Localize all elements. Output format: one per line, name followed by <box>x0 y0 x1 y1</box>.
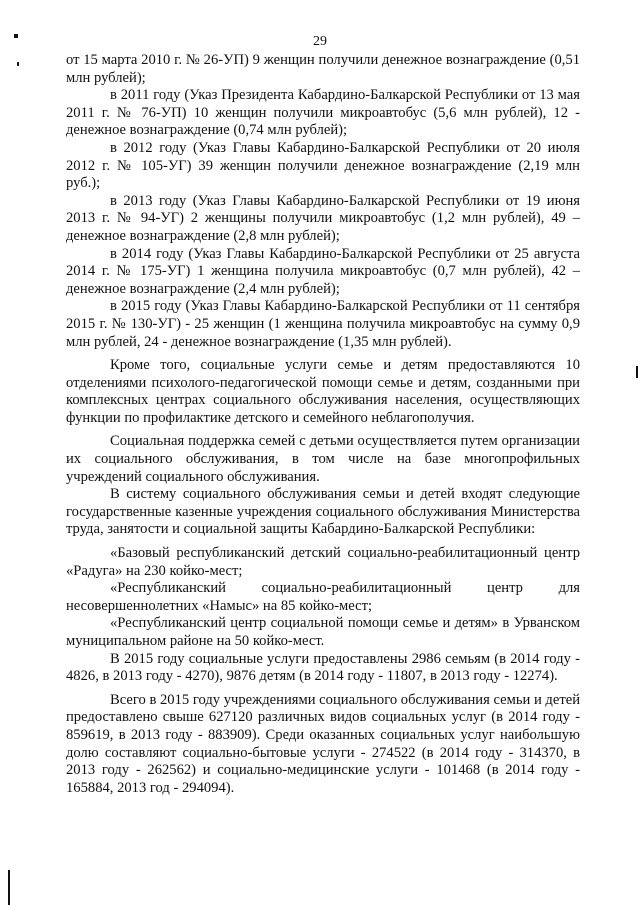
document-body <box>66 52 580 797</box>
scan-artifact-tick <box>17 62 19 66</box>
paragraph-2015-award: в 2015 году (Указ Главы Кабардино-Балкарской Республики от 11 сентября 2015 г. № 130-УГ) - 25 женщин (1 женщина получила микроавтобус на сумму 0,9 млн рублей, 24 - денежное вознаграждение (1,35 млн рублей). <box>66 298 580 350</box>
paragraph-psychological-help: Кроме того, социальные услуги семье и детям предоставляются 10 отделениями психолого-педагогической помощи семье и детям, созданными при комплексных центрах социального обслуживания населения, осуществляющих функции по профилактике детского и семейного неблагополучия. <box>66 357 580 426</box>
paragraph-social-support: Социальная поддержка семей с детьми осуществляется путем организации их социального обслуживания, в том числе на базе многопрофильных учреждений социального обслуживания. <box>66 433 580 485</box>
paragraph-2012-award: в 2012 году (Указ Главы Кабардино-Балкарской Республики от 20 июля 2012 г. № 105-УГ) 39 женщин получили денежное вознаграждение (2,19 млн руб.); <box>66 139 580 192</box>
page-number: 29 <box>313 34 327 49</box>
paragraph-2013-award: в 2013 году (Указ Главы Кабардино-Балкарской Республики от 19 июня 2013 г. № 94-УГ) 2 женщины получили микроавтобус (1,2 млн рублей), 49 – денежное вознаграждение (2,8 млн рублей); <box>66 192 580 244</box>
paragraph-2015-services-families: В 2015 году социальные услуги предоставлены 2986 семьям (в 2014 году - 4826, в 2013 году - 4270), 9876 детям (в 2014 году - 11807, в 2013 году - 12274). <box>66 650 580 685</box>
paragraph-2014-award: в 2014 году (Указ Главы Кабардино-Балкарской Республики от 25 августа 2014 г. № 175-УГ) 1 женщина получила микроавтобус (0,7 млн рублей), 42 – денежное вознаграждение (2,4 млн рублей); <box>66 245 580 297</box>
paragraph-2011-award: в 2011 году (Указ Президента Кабардино-Балкарской Республики от 13 мая 2011 г. № 76-УП) 10 женщин получили микроавтобус (5,6 млн рублей), 12 - денежное вознаграждение (0,74 млн рублей); <box>66 87 580 139</box>
list-item-raduga-center: «Базовый республиканский детский социально-реабилитационный центр «Радуга» на 230 койко-мест; <box>66 545 580 579</box>
paragraph-institutions-intro: В систему социального обслуживания семьи и детей входят следующие государственные казенные учреждения социального обслуживания Министерства труда, занятости и социальной защиты Кабардино-Балкарской Республики: <box>66 486 580 538</box>
scan-artifact-tick <box>636 366 638 378</box>
paragraph-total-services: Всего в 2015 году учреждениями социального обслуживания семьи и детей предоставлено свыше 627120 различных видов социальных услуг (в 2014 году - 859619, в 2013 году - 883909). Среди оказанных социальных услуг наибольшую долю составляют социально-бытовые услуги - 274522 (в 2014 году - 314370, в 2013 году - 262562) и социально-медицинские услуги - 101468 (в 2014 году - 165884, 2013 год - 294094). <box>66 691 580 796</box>
scan-artifact-line <box>8 870 10 905</box>
list-item-namys-center: «Республиканский социально-реабилитационный центр для несовершеннолетних «Намыс» на 85 койко-мест; <box>66 580 580 614</box>
list-item-urvan-center: «Республиканский центр социальной помощи семье и детям» в Урванском муниципальном районе на 50 койко-мест. <box>66 615 580 649</box>
paragraph-2010-award: от 15 марта 2010 г. № 26-УП) 9 женщин получили денежное вознаграждение (0,51 млн рублей); <box>66 52 580 86</box>
